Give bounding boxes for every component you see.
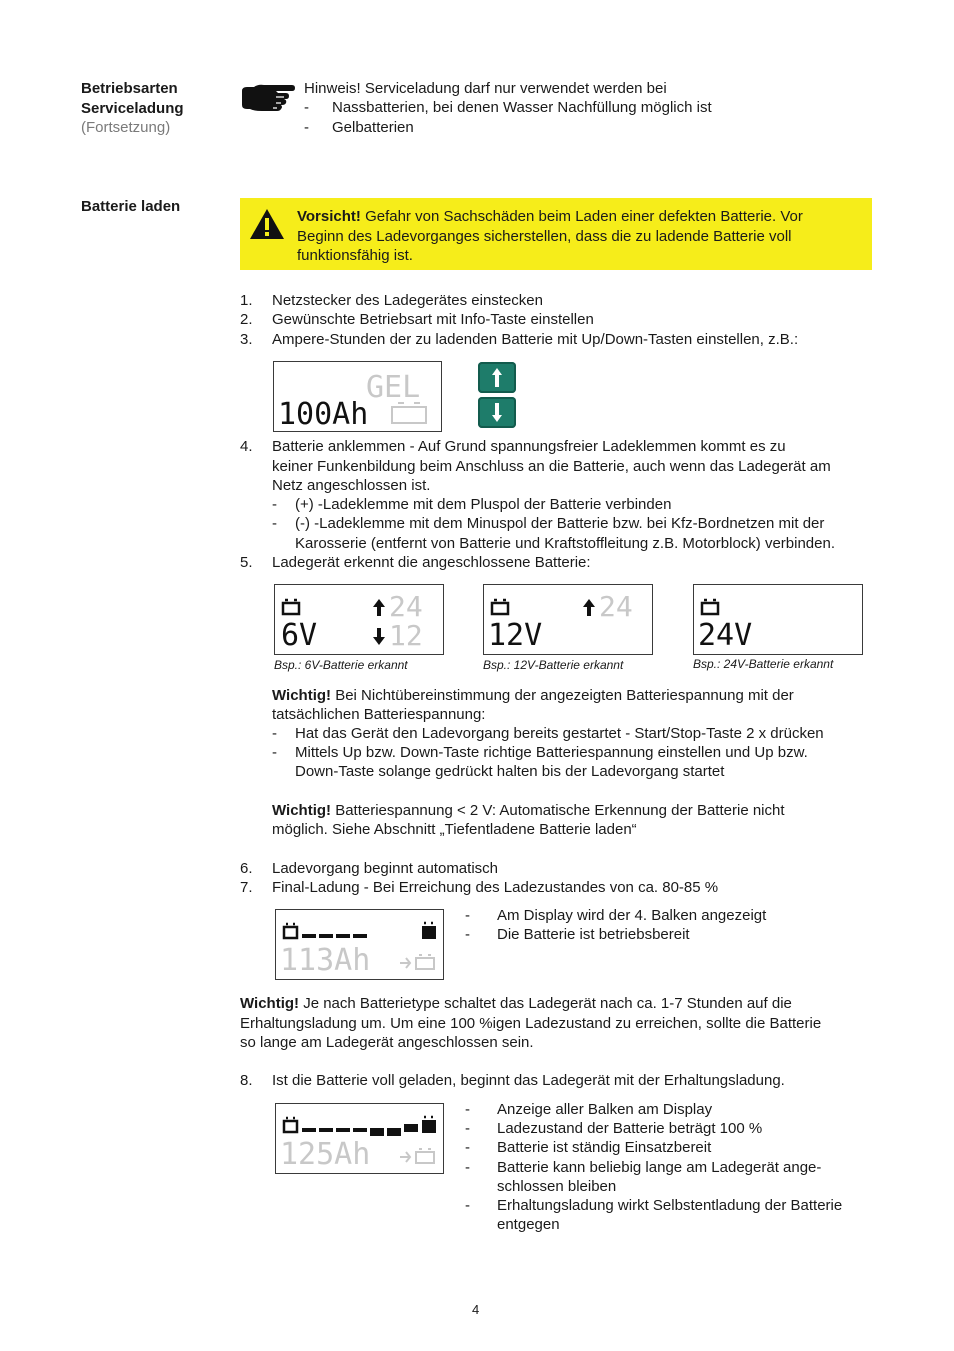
detected-voltage: 6V [281,618,318,653]
bullet-dash: - [465,1197,470,1214]
heading-line-2: Serviceladung [81,99,184,117]
warning-line-2: Beginn des Ladevorganges sicherstellen, dass die zu ladende Batterie voll [297,227,792,245]
step-number: 7. [240,879,253,896]
important-1-bullet-2-line-1: Mittels Up bzw. Down-Taste richtige Batteriespannung einstellen und Up bzw. [295,744,808,761]
charge-bar-segment [353,1128,367,1132]
important-1-bullet-2-line-2: Down-Taste solange gedrückt halten bis der Ladevorgang startet [295,763,725,780]
charge-bar-segment [370,1128,384,1136]
caption-24v: Bsp.: 24V-Batterie erkannt [693,657,834,671]
step-4-bullet-2-line-1: (-) -Ladeklemme mit dem Minuspol der Batterie bzw. bei Kfz-Bordnetzen mit der [295,515,825,532]
battery-full-icon [422,1117,436,1133]
warning-line-1: Gefahr von Sachschäden beim Laden einer defekten Batterie. Vor [360,208,803,225]
charge-bar-segment [319,1128,333,1132]
hint-item-1: Nassbatterien, bei denen Wasser Nachfüllung möglich ist [332,99,712,116]
important-3-line-3: so lange am Ladegerät angeschlossen sein. [240,1034,534,1051]
charge-bar-segment [302,934,316,938]
important-3-line-1 [240,994,792,1014]
arrow-up-icon [583,599,595,616]
battery-icon [284,924,297,938]
step-number: 4. [240,438,253,455]
step-number: 6. [240,860,253,877]
detected-voltage: 12V [488,618,543,653]
step-8-bullet-3: Batterie ist ständig Einsatzbereit [497,1139,712,1156]
bullet-dash: - [304,99,309,116]
option-down-voltage: 12 [389,619,423,652]
charging-battery-icon [400,1149,434,1163]
step-8-bullet-4-line-2: schlossen bleiben [497,1178,617,1195]
warning-box [240,198,872,270]
warning-label: Vorsicht! [297,208,361,225]
battery-icon [492,600,508,614]
important-2-text: Batteriespannung < 2 V: Automatische Erkennung der Batterie nicht [331,802,785,819]
step-number: 2. [240,311,253,328]
caption-6v: Bsp.: 6V-Batterie erkannt [274,658,408,672]
step-8-bullet-1: Anzeige aller Balken am Display [497,1101,713,1118]
battery-full-icon [422,923,436,939]
bullet-dash: - [465,1139,470,1156]
step-8-bullet-4-line-1: Batterie kann beliebig lange am Ladegerät ange- [497,1159,822,1176]
arrow-down-icon [478,397,516,428]
bullet-dash: - [465,926,470,943]
hint-intro: Hinweis! Serviceladung darf nur verwendet werden bei [304,80,667,97]
bullet-dash: - [304,119,309,136]
page-number: 4 [472,1302,480,1317]
important-1-line-1 [272,686,794,706]
bullet-dash: - [465,1101,470,1118]
important-2-line-1 [272,801,785,821]
bullet-dash: - [465,907,470,924]
step-8-bullet-2: Ladezustand der Batterie beträgt 100 % [497,1120,763,1137]
step-4-line-1: Batterie anklemmen - Auf Grund spannungsfreier Ladeklemmen kommt es zu [272,438,786,455]
heading-continuation: (Fortsetzung) [81,119,171,136]
step-7-text: Final-Ladung - Bei Erreichung des Ladezustandes von ca. 80-85 % [272,879,719,896]
battery-icon [283,600,299,614]
bullet-dash: - [272,515,277,532]
battery-icon [392,403,426,423]
warning-text [297,207,857,266]
lcd-maintenance-charge [275,1103,444,1174]
lcd-mode-text: GEL [366,370,421,405]
step-4-line-3: Netz angeschlossen ist. [272,477,431,494]
bullet-dash: - [465,1120,470,1137]
step-8-bullet-5-line-2: entgegen [497,1216,560,1233]
lcd-final-charge [275,909,444,980]
step-4-line-2: keiner Funkenbildung beim Anschluss an die Batterie, auch wenn das Ladegerät am [272,458,831,475]
bullet-dash: - [272,496,277,513]
step-4-bullet-1: (+) -Ladeklemme mit dem Pluspol der Batterie verbinden [295,496,672,513]
step-7-bullet-1: Am Display wird der 4. Balken angezeigt [497,907,767,924]
warning-triangle-icon [249,208,285,240]
charging-battery-icon [400,955,434,969]
section-heading-charge: Batterie laden [81,198,181,215]
bullet-dash: - [272,725,277,742]
step-3-text: Ampere-Stunden der zu ladenden Batterie mit Up/Down-Tasten einstellen, z.B.: [272,331,799,348]
arrow-up-icon [478,362,516,393]
arrow-up-icon [373,599,385,616]
charge-bar-segment [302,1128,316,1132]
step-8-text: Ist die Batterie voll geladen, beginnt das Ladegerät mit der Erhaltungsladung. [272,1072,785,1089]
important-label: Wichtig! [272,802,332,819]
caption-12v: Bsp.: 12V-Batterie erkannt [483,658,624,672]
option-up-voltage: 24 [389,590,423,623]
step-1-text: Netzstecker des Ladegerätes einstecken [272,292,543,309]
bullet-dash: - [465,1159,470,1176]
step-2-text: Gewünschte Betriebsart mit Info-Taste einstellen [272,311,594,328]
battery-icon [702,600,718,614]
warning-line-3: funktionsfähig ist. [297,247,413,264]
charge-bar-segment [319,934,333,938]
charge-bar-segment [336,934,350,938]
hint-item-2: Gelbatterien [332,119,414,136]
battery-icon [284,1118,297,1132]
charge-bar-segment [404,1124,418,1132]
lcd-capacity-text: 100Ah [278,397,369,432]
charge-bar-segment [336,1128,350,1132]
important-1-bullet-1: Hat das Gerät den Ladevorgang bereits gestartet - Start/Stop-Taste 2 x drücken [295,725,824,742]
charge-bar-segment [353,934,367,938]
important-label: Wichtig! [240,995,300,1012]
step-6-text: Ladevorgang beginnt automatisch [272,860,498,877]
section-heading-service [81,79,184,138]
charge-bars [302,1124,418,1136]
step-7-bullet-2: Die Batterie ist betriebsbereit [497,926,690,943]
step-5-text: Ladegerät erkennt die angeschlossene Batterie: [272,554,591,571]
step-4-bullet-2-line-2: Karosserie (entfernt von Batterie und Kraftstoffleitung z.B. Motorblock) verbinden. [295,535,835,552]
step-number: 3. [240,331,253,348]
bullet-dash: - [272,744,277,761]
arrow-down-icon [373,628,385,645]
option-up-voltage: 24 [599,590,633,623]
charge-bars [302,934,367,938]
important-3-text: Je nach Batterietype schaltet das Ladegerät nach ca. 1-7 Stunden auf die [299,995,792,1012]
lcd-detect-12v [483,584,653,655]
charge-bar-segment [387,1128,401,1136]
lcd-capacity-text: 125Ah [280,1137,371,1172]
pointing-hand-icon [240,82,296,114]
step-8-bullet-5-line-1: Erhaltungsladung wirkt Selbstentladung der Batterie [497,1197,843,1214]
heading-line-1: Betriebsarten [81,80,178,97]
important-2-line-2: möglich. Siehe Abschnitt „Tiefentladene Batterie laden“ [272,821,637,838]
important-3-line-2: Erhaltungsladung um. Um eine 100 %igen Ladezustand zu erreichen, sollte die Batterie [240,1015,822,1032]
important-1-line-2: tatsächlichen Batteriespannung: [272,706,486,723]
lcd-display-capacity [273,361,442,432]
up-key-button[interactable] [478,362,516,393]
lcd-capacity-text: 113Ah [280,943,371,978]
step-number: 1. [240,292,253,309]
detected-voltage: 24V [698,618,753,653]
lcd-detect-6v [274,584,444,655]
important-label: Wichtig! [272,687,332,704]
step-number: 5. [240,554,253,571]
step-number: 8. [240,1072,253,1089]
important-1-text: Bei Nichtübereinstimmung der angezeigten Batteriespannung mit der [331,687,794,704]
lcd-detect-24v [693,584,863,655]
down-key-button[interactable] [478,397,516,428]
